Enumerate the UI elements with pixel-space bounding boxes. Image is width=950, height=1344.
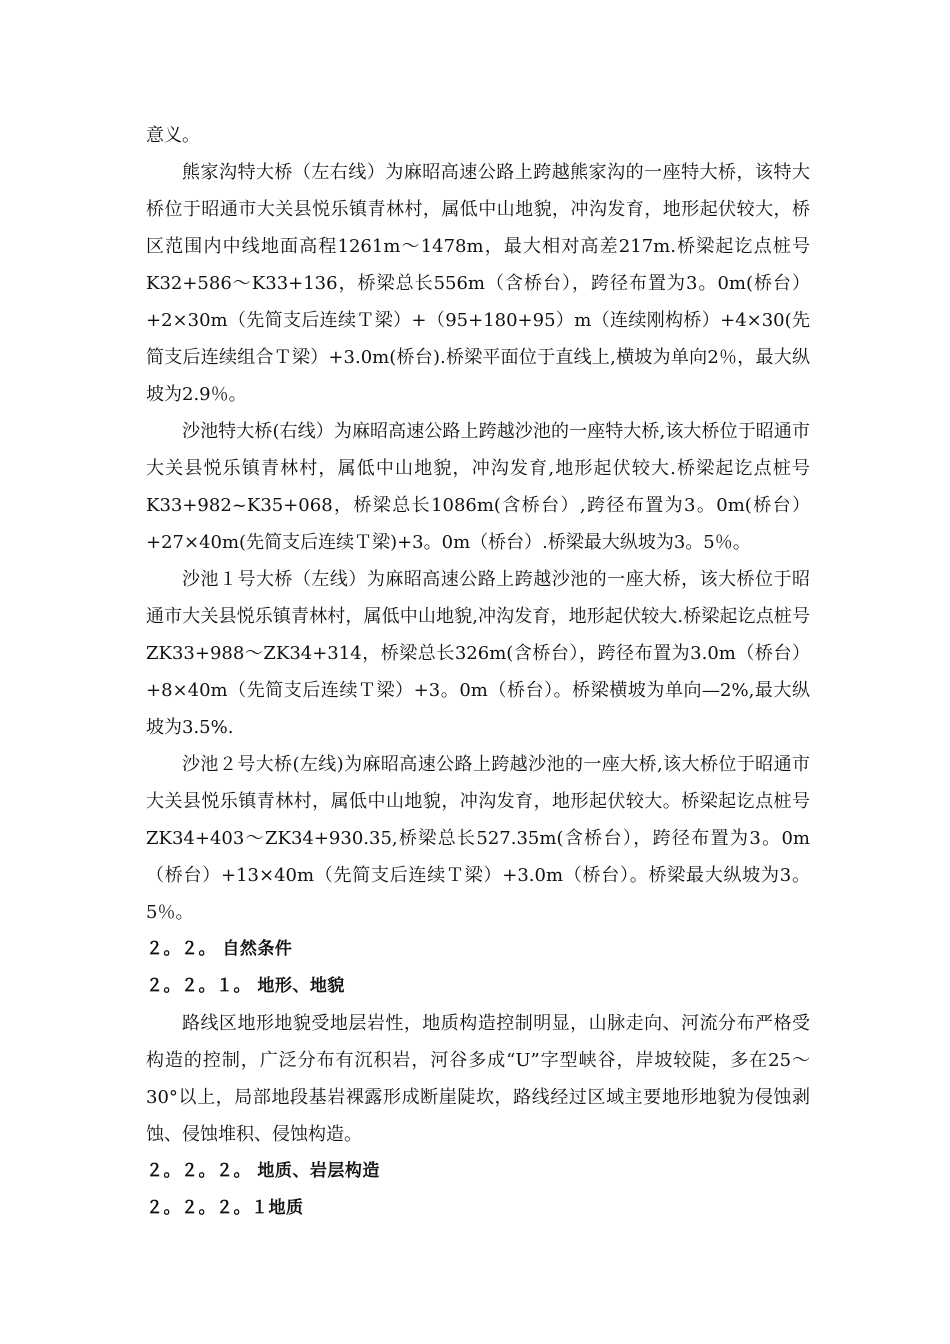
document-page	[146, 117, 810, 1227]
paragraph-shachi-bridge-2: 沙池２号大桥(左线)为麻昭高速公路上跨越沙池的一座大桥,该大桥位于昭通市大关县悦乐镇青林村，属低中山地貌，冲沟发育，地形起伏较大。桥梁起讫点桩号ZK34+403～ZK34+930.35,桥梁总长527.35m(含桥台），跨径布置为3。0m（桥台）+13×40m（先简支后连续Ｔ梁）+3.0m（桥台）。桥梁最大纵坡为3。5％。	[146, 754, 810, 923]
heading-geology-structure: ２。２。２。 地质、岩层构造	[146, 1161, 380, 1181]
heading-natural-conditions: ２。２。 自然条件	[146, 939, 293, 959]
heading-geology: ２。２。２。１地质	[146, 1198, 304, 1218]
continuation-text: 意义。	[146, 125, 200, 146]
paragraph-xiongjiagou-bridge: 熊家沟特大桥（左右线）为麻昭高速公路上跨越熊家沟的一座特大桥，该特大桥位于昭通市大关县悦乐镇青林村，属低中山地貌，冲沟发育，地形起伏较大，桥区范围内中线地面高程1261m～1478m，最大相对高差217m.桥梁起讫点桩号K32+586～K33+136，桥梁总长556m（含桥台），跨径布置为3。0m(桥台）+2×30m（先简支后连续Ｔ梁）+（95+180+95）m（连续刚构桥）+4×30(先简支后连续组合Ｔ梁）+3.0m(桥台).桥梁平面位于直线上,横坡为单向2％，最大纵坡为2.9％。	[146, 162, 810, 405]
paragraph-terrain: 路线区地形地貌受地层岩性，地质构造控制明显，山脉走向、河流分布严格受构造的控制，广泛分布有沉积岩，河谷多成“U”字型峡谷，岸坡较陡，多在25～30°以上，局部地段基岩裸露形成断崖陡坎，路线经过区域主要地形地貌为侵蚀剥蚀、侵蚀堆积、侵蚀构造。	[146, 1013, 810, 1145]
paragraph-shachi-bridge-1: 沙池１号大桥（左线）为麻昭高速公路上跨越沙池的一座大桥，该大桥位于昭通市大关县悦乐镇青林村，属低中山地貌,冲沟发育，地形起伏较大.桥梁起讫点桩号ZK33+988～ZK34+314，桥梁总长326m(含桥台），跨径布置为3.0m（桥台）+8×40m（先简支后连续Ｔ梁）+3。0m（桥台）。桥梁横坡为单向—2%,最大纵坡为3.5%.	[146, 569, 810, 738]
heading-terrain: ２。２。１。 地形、地貌	[146, 976, 345, 996]
paragraph-shachi-grand-bridge: 沙池特大桥(右线）为麻昭高速公路上跨越沙池的一座特大桥,该大桥位于昭通市大关县悦乐镇青林村，属低中山地貌，冲沟发育,地形起伏较大.桥梁起讫点桩号K33+982~K35+068，桥梁总长1086m(含桥台）,跨径布置为3。0m(桥台）+27×40m(先简支后连续Ｔ梁)+3。0m（桥台）.桥梁最大纵坡为3。5％。	[146, 421, 810, 553]
